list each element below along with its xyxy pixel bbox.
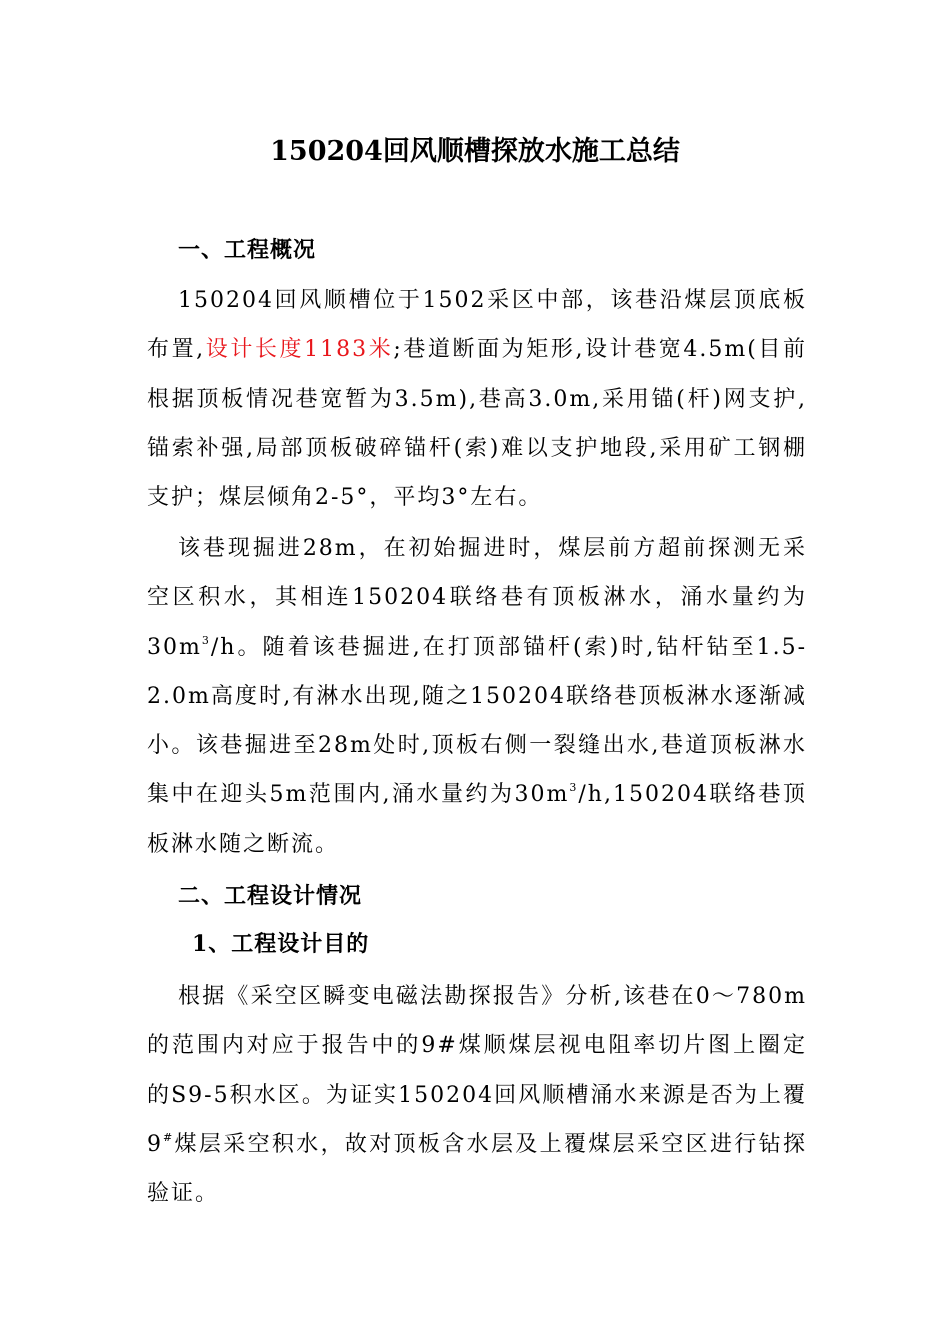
section-heading-overview: 一、工程概况 xyxy=(178,237,317,263)
paragraph-text: 根据《采空区瞬变电磁法勘探报告》分析,该巷在0～780m的范围内对应于报告中的9#煤顺煤层视电阻率切片图上圈定的S9-5积水区。为证实150204回风顺槽涌水来源是否为上覆9 xyxy=(147,984,807,1157)
superscript: 3 xyxy=(569,781,579,795)
paragraph-purpose xyxy=(147,972,807,1218)
paragraph-text: 煤层采空积水，故对顶板含水层及上覆煤层采空区进行钻探验证。 xyxy=(147,1131,807,1207)
section-heading-design: 二、工程设计情况 xyxy=(178,883,363,909)
paragraph-text: ;巷道断面为矩形,设计巷宽4.5m(目前根据顶板情况巷宽暂为3.5m),巷高3.0m,采用锚(杆)网支护,锚索补强,局部顶板破碎锚杆(索)难以支护地段,采用矿工钢棚支护；煤层倾角2-5°，平均3°左右。 xyxy=(147,337,807,511)
superscript: # xyxy=(163,1130,175,1144)
paragraph-overview-2 xyxy=(147,524,807,869)
paragraph-overview-1 xyxy=(147,276,807,522)
paragraph-text: 该巷现掘进28m，在初始掘进时，煤层前方超前探测无采空区积水，其相连150204联络巷有顶板淋水，涌水量约为30m xyxy=(147,536,807,660)
paragraph-text: /h,150204联络巷顶板淋水随之断流。 xyxy=(147,782,807,857)
design-length-highlight: 设计长度1183米 xyxy=(205,337,394,363)
paragraph-text: /h。随着该巷掘进,在打顶部锚杆(索)时,钻杆钻至1.5-2.0m高度时,有淋水出现,随之150204联络巷顶板淋水逐渐减小。该巷掘进至28m处时,顶板右侧一裂缝出水,巷道顶板淋水集中在迎头5m范围内,涌水量约为30m xyxy=(147,634,807,808)
document-title: 150204回风顺槽探放水施工总结 xyxy=(270,136,680,167)
paragraph-text: 150204回风顺槽位于1502采区中部，该巷沿煤层顶底板布置, xyxy=(147,288,807,363)
superscript: 3 xyxy=(201,633,211,647)
subsection-heading-purpose: 1、工程设计目的 xyxy=(192,931,370,957)
